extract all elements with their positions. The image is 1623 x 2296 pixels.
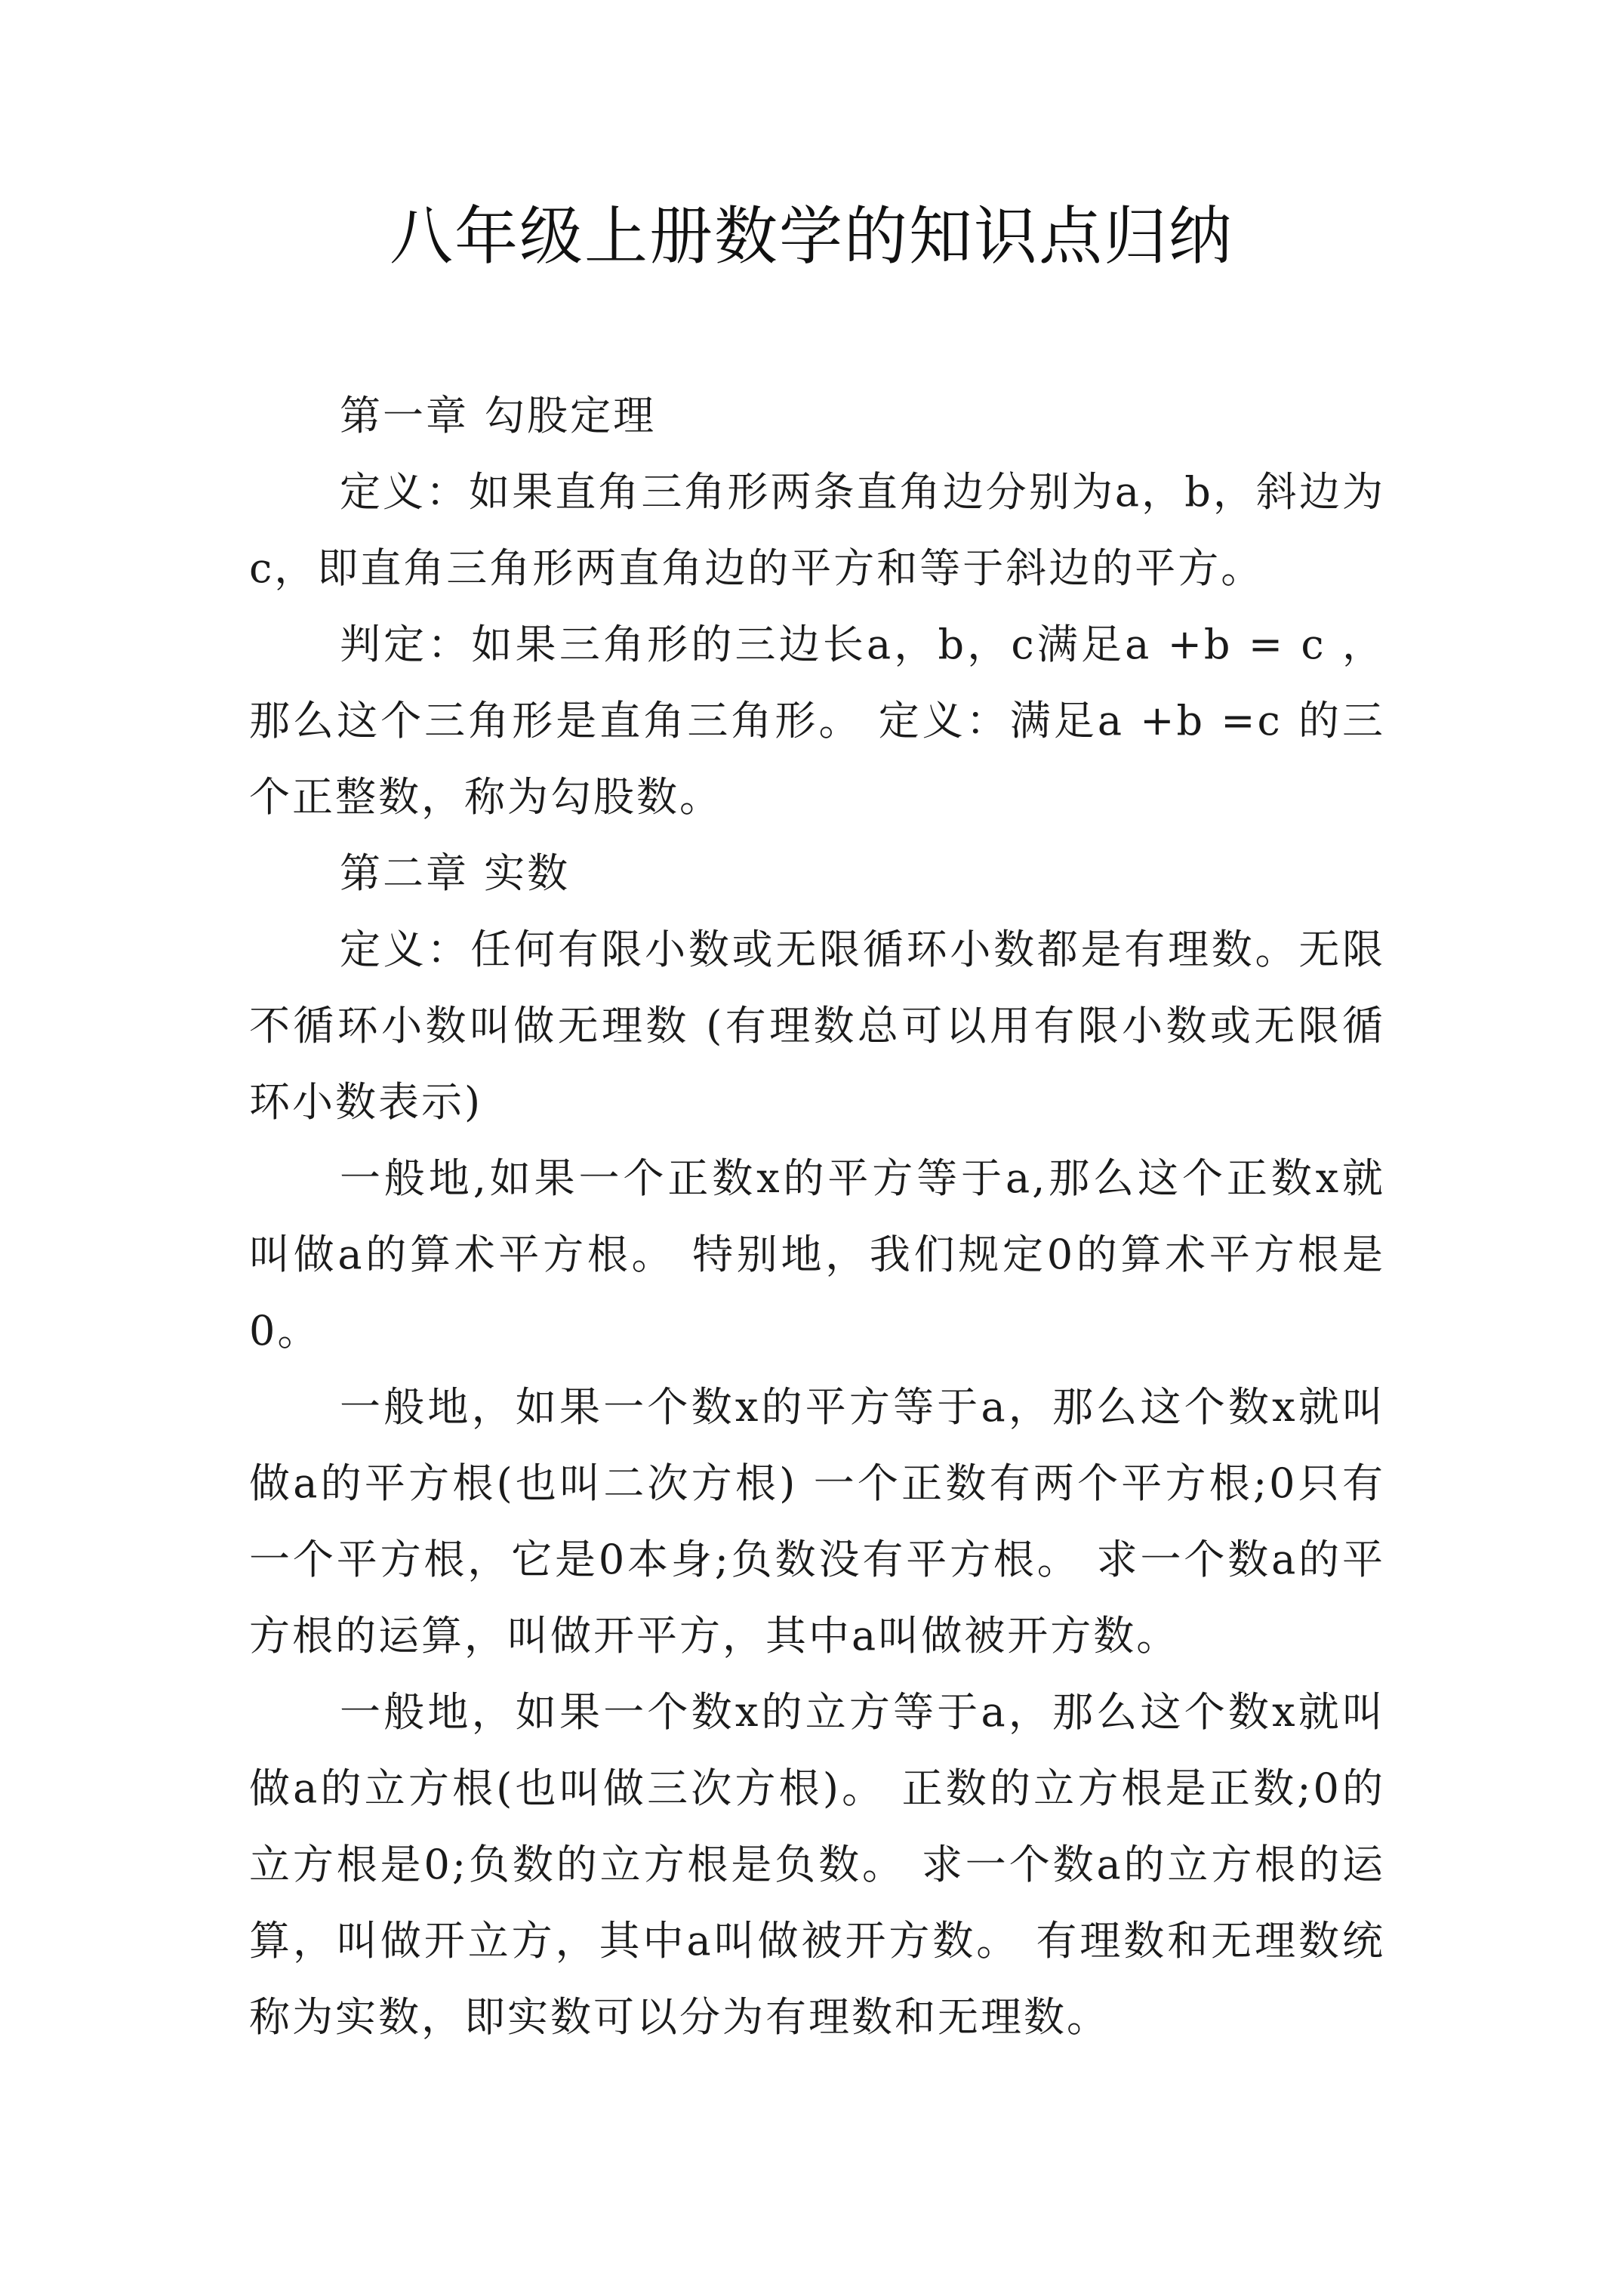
- paragraph-arithmetic-square-root: 一般地,如果一个正数x的平方等于a,那么这个正数x就叫做a的算术平方根。 特别地，我们规定0的算术平方根是0。: [249, 1154, 1385, 1354]
- paragraph-criterion-pythagorean: 判定：如果三角形的三边长a，b，c满足a +b = c ，那么这个三角形是直角三角形。 定义：满足a +b =c 的三个正整数，称为勾股数。: [249, 621, 1385, 821]
- document-title: 八年级上册数学的知识点归纳: [389, 199, 1233, 273]
- paragraph-definition-pythagorean: 定义：如果直角三角形两条直角边分别为a，b，斜边为c，即直角三角形两直角边的平方和等于斜边的平方。: [249, 468, 1385, 592]
- paragraph-definition-rational: 定义：任何有限小数或无限循环小数都是有理数。无限不循环小数叫做无理数 (有理数总可以用有限小数或无限循环小数表示): [249, 926, 1385, 1126]
- paragraph-cube-root: 一般地，如果一个数x的立方等于a，那么这个数x就叫做a的立方根(也叫做三次方根)。 正数的立方根是正数;0的立方根是0;负数的立方根是负数。 求一个数a的立方根的运算，叫做开立方，其中a叫做被开方数。 有理数和无理数统称为实数，即实数可以分为有理数和无理数。: [249, 1688, 1385, 2041]
- chapter-heading-2: 第二章 实数: [340, 849, 571, 897]
- document-body: [249, 378, 1385, 2055]
- chapter-heading-1: 第一章 勾股定理: [340, 392, 657, 439]
- paragraph-square-root: 一般地，如果一个数x的平方等于a，那么这个数x就叫做a的平方根(也叫二次方根) 一个正数有两个平方根;0只有一个平方根，它是0本身;负数没有平方根。 求一个数a的平方根的运算，叫做开平方，其中a叫做被开方数。: [249, 1383, 1385, 1660]
